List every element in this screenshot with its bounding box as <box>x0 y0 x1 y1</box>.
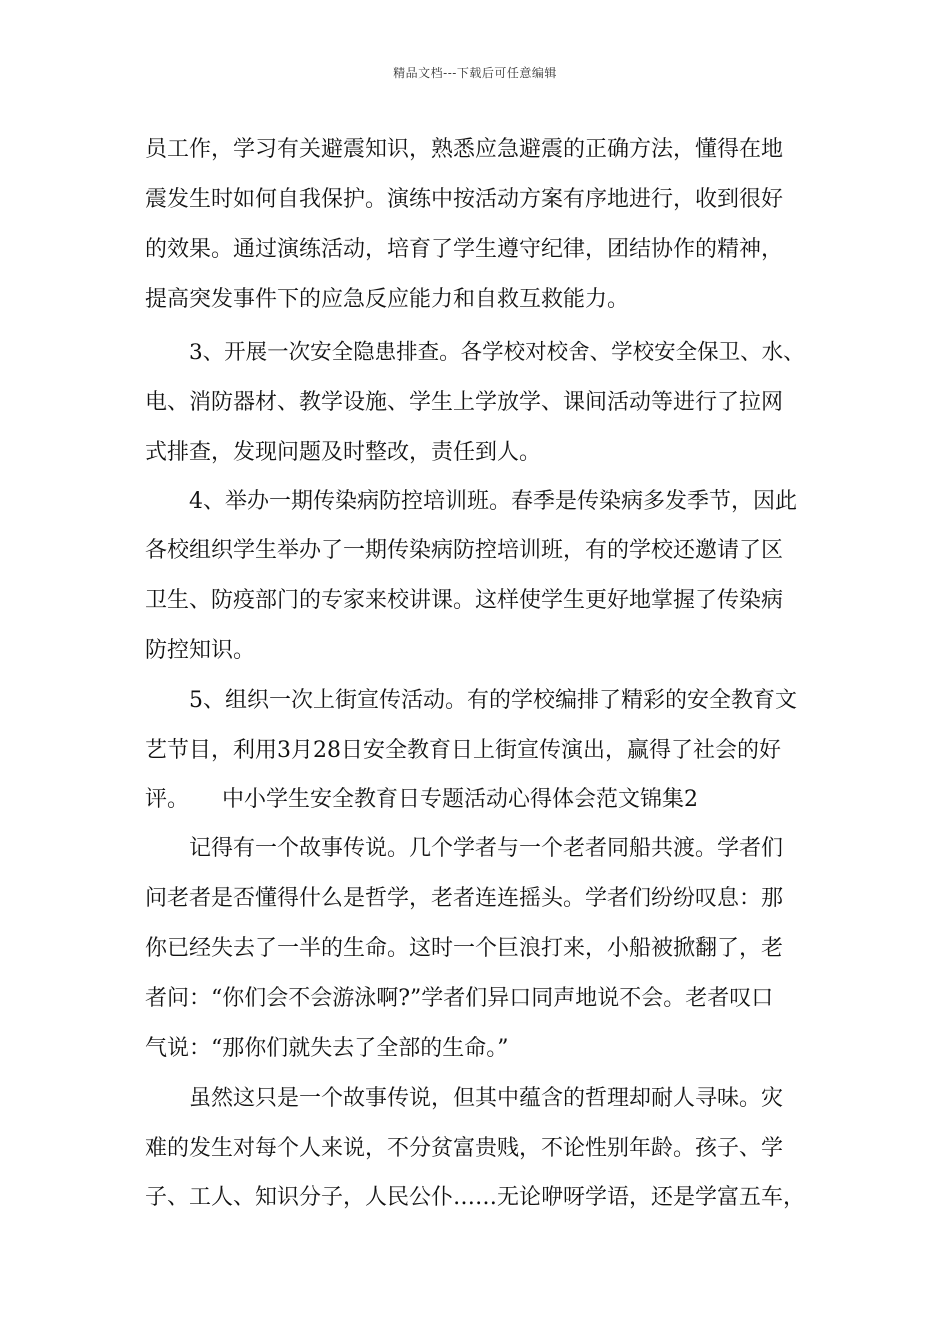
text-line: 4、举办一期传染病防控培训班。春季是传染病多发季节，因此 <box>189 489 797 514</box>
text-line: 防控知识。 <box>145 638 256 663</box>
text-line: 子、工人、知识分子，人民公仆……无论咿呀学语，还是学富五车， <box>145 1185 806 1210</box>
text-line: 艺节目，利用3月28日安全教育日上街宣传演出，赢得了社会的好 <box>145 738 781 763</box>
text-line: 难的发生对每个人来说，不分贫富贵贱，不论性别年龄。孩子、学 <box>145 1136 784 1161</box>
text-line: 虽然这只是一个故事传说，但其中蕴含的哲理却耐人寻味。灾 <box>189 1086 784 1111</box>
text-line: 你已经失去了一半的生命。这时一个巨浪打来，小船被掀翻了，老 <box>145 936 784 961</box>
text-line: 电、消防器材、教学设施、学生上学放学、课间活动等进行了拉网 <box>145 390 784 415</box>
text-line: 5、组织一次上街宣传活动。有的学校编排了精彩的安全教育文 <box>189 688 797 713</box>
page-header: 精品文档---下载后可任意编辑 <box>393 66 557 80</box>
text-line: 3、开展一次安全隐患排查。各学校对校舍、学校安全保卫、水、 <box>189 340 805 365</box>
text-line: 的效果。通过演练活动，培育了学生遵守纪律，团结协作的精神， <box>145 237 784 262</box>
text-line: 卫生、防疫部门的专家来校讲课。这样使学生更好地掌握了传染病 <box>145 588 784 613</box>
text-line: 员工作，学习有关避震知识，熟悉应急避震的正确方法，懂得在地 <box>145 137 784 162</box>
text-line: 气说：“那你们就失去了全部的生命。” <box>145 1036 509 1061</box>
text-line: 提高突发事件下的应急反应能力和自救互救能力。 <box>145 287 630 312</box>
text-line: 震发生时如何自我保护。演练中按活动方案有序地进行，收到很好 <box>145 187 784 212</box>
text-line: 各校组织学生举办了一期传染病防控培训班，有的学校还邀请了区 <box>145 538 784 563</box>
text-line: 者问：“你们会不会游泳啊?”学者们异口同声地说不会。老者叹口 <box>145 986 774 1011</box>
text-line: 评。 中小学生安全教育日专题活动心得体会范文锦集2 <box>145 787 698 812</box>
text-line: 式排查，发现问题及时整改，责任到人。 <box>145 440 542 465</box>
text-line: 记得有一个故事传说。几个学者与一个老者同船共渡。学者们 <box>189 836 784 861</box>
text-line: 问老者是否懂得什么是哲学，老者连连摇头。学者们纷纷叹息：那 <box>145 886 784 911</box>
